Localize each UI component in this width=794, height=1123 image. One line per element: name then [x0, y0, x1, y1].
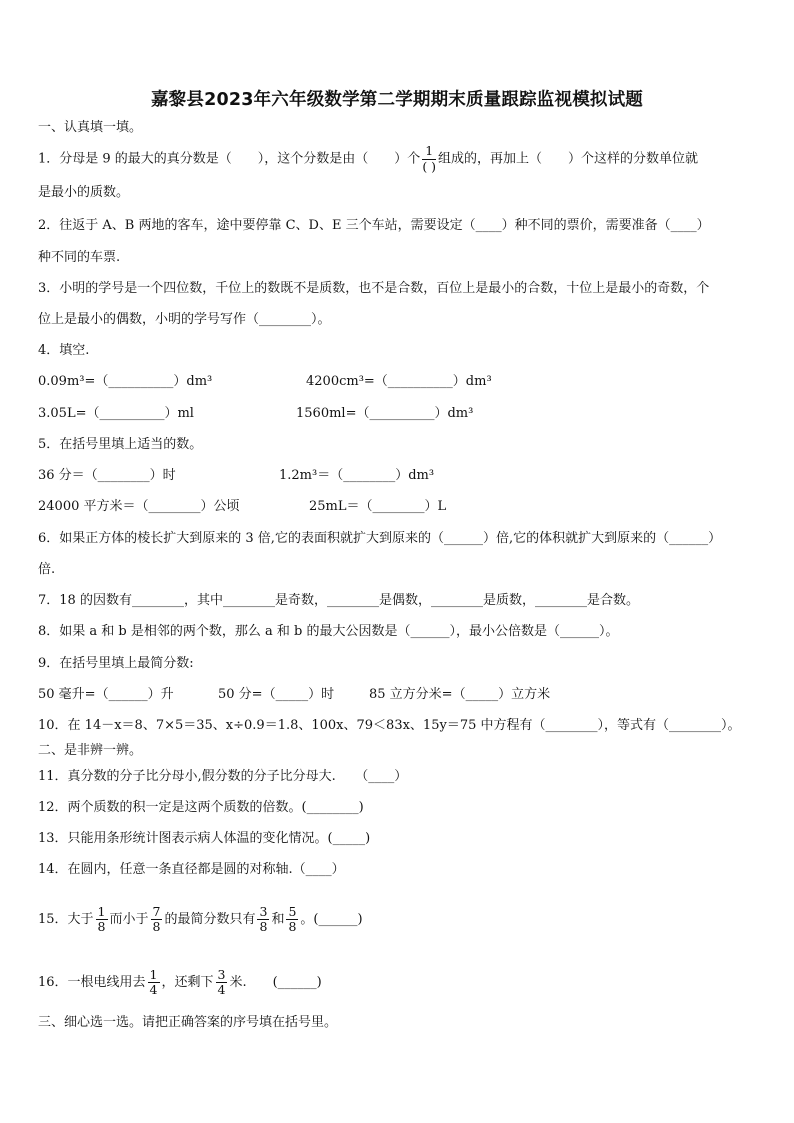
section-2-heading: 二、是非辨一辨。 — [38, 743, 143, 758]
question-16 — [38, 965, 322, 1001]
question-6-line-1: 6．如果正方体的棱长扩大到原来的 3 倍,它的表面积就扩大到原来的（______）倍,它的体积就扩大到原来的（______） — [38, 531, 722, 546]
section-1-heading: 一、认真填一填。 — [38, 120, 143, 135]
q15-f4-denominator: 8 — [288, 919, 297, 934]
q16-text-b: ，还剩下 — [161, 975, 214, 990]
section-3-heading: 三、细心选一选。请把正确答案的序号填在括号里。 — [38, 1015, 338, 1030]
question-3-line-2: 位上是最小的偶数，小明的学号写作（________）。 — [38, 312, 331, 327]
q16-f2-numerator: 3 — [217, 966, 226, 982]
q15-f4-numerator: 5 — [288, 903, 297, 919]
q15-text-c: 的最简分数只有 — [164, 912, 256, 927]
q15-fraction-1 — [96, 903, 108, 934]
question-3-line-1: 3．小明的学号是一个四位数，千位上的数既不是质数，也不是合数，百位上是最小的合数，十位上是最小的奇数，个 — [38, 281, 710, 296]
q15-f2-denominator: 8 — [152, 919, 161, 934]
question-13: 13．只能用条形统计图表示病人体温的变化情况。(_____) — [38, 831, 371, 846]
q16-f1-numerator: 1 — [149, 966, 158, 982]
q15-f3-numerator: 3 — [259, 903, 268, 919]
q1-fraction — [422, 145, 436, 173]
q15-text-a: 15．大于 — [38, 912, 94, 927]
q15-fraction-4 — [286, 903, 298, 934]
question-2-line-2: 种不同的车票. — [38, 250, 121, 265]
q16-f2-denominator: 4 — [217, 982, 226, 997]
question-8: 8．如果 a 和 b 是相邻的两个数，那么 a 和 b 的最大公因数是（______），最小公倍数是（______）。 — [38, 624, 619, 639]
q9-item-2: 50 分=（_____）时 — [218, 687, 335, 702]
question-4-heading: 4．填空. — [38, 343, 90, 358]
question-1-line-2: 是最小的质数。 — [38, 185, 130, 200]
question-11: 11．真分数的分子比分母小,假分数的分子比分母大. （____） — [38, 769, 408, 784]
q4-item-4: 1560ml=（__________）dm³ — [296, 406, 474, 421]
q4-item-2: 4200cm³=（__________）dm³ — [306, 374, 492, 389]
q1-text-a: 1．分母是 9 的最大的真分数是（ ），这个分数是由（ ）个 — [38, 151, 421, 167]
q16-fraction-2 — [216, 966, 228, 997]
q15-f3-denominator: 8 — [259, 919, 268, 934]
question-12: 12．两个质数的积一定是这两个质数的倍数。(________) — [38, 800, 364, 815]
page-title: 嘉黎县2023年六年级数学第二学期期末质量跟踪监视模拟试题 — [150, 90, 643, 110]
q1-fraction-denominator: ( ) — [422, 158, 437, 174]
q16-f1-denominator: 4 — [149, 982, 158, 997]
q15-text-b: 而小于 — [109, 912, 149, 927]
question-10: 10．在 14－x＝8、7×5＝35、x÷0.9＝1.8、100x、79＜83x、15y＝75 中方程有（________），等式有（________）。 — [38, 718, 741, 733]
q15-fraction-2 — [151, 903, 163, 934]
question-1-line-1 — [38, 145, 698, 173]
q5-item-4: 25mL＝（________）L — [309, 499, 447, 514]
question-14: 14．在圆内，任意一条直径都是圆的对称轴.（____） — [38, 862, 345, 877]
q4-item-1: 0.09m³=（__________）dm³ — [38, 374, 213, 389]
question-9-heading: 9．在括号里填上最简分数: — [38, 656, 194, 671]
q9-item-3: 85 立方分米=（_____）立方米 — [369, 687, 551, 702]
q16-text-a: 16．一根电线用去 — [38, 975, 146, 990]
q4-item-3: 3.05L=（__________）ml — [38, 406, 194, 421]
q5-item-2: 1.2m³＝（________）dm³ — [279, 468, 435, 483]
q9-item-1: 50 毫升=（______）升 — [38, 687, 174, 702]
q5-item-3: 24000 平方米＝（________）公顷 — [38, 499, 240, 514]
question-15 — [38, 902, 363, 938]
question-5-heading: 5．在括号里填上适当的数。 — [38, 437, 203, 452]
q5-item-1: 36 分＝（________）时 — [38, 468, 176, 483]
q15-f1-denominator: 8 — [97, 919, 106, 934]
q15-text-d: 和 — [271, 912, 285, 927]
q15-f1-numerator: 1 — [97, 903, 106, 919]
q1-text-b: 组成的，再加上（ ）个这样的分数单位就 — [438, 151, 699, 167]
q15-text-e: 。(______) — [300, 912, 363, 927]
question-7: 7．18 的因数有________，其中________是奇数，________是偶数，________是质数，________是合数。 — [38, 593, 639, 608]
question-2-line-1: 2．往返于 A、B 两地的客车，途中要停靠 C、D、E 三个车站，需要设定（____）种不同的票价，需要准备（____） — [38, 218, 710, 233]
q16-fraction-1 — [148, 966, 160, 997]
q1-fraction-numerator: 1 — [422, 145, 436, 160]
q15-f2-numerator: 7 — [152, 903, 161, 919]
question-6-line-2: 倍. — [38, 562, 56, 577]
q16-text-c: 米. (______) — [229, 975, 322, 990]
q15-fraction-3 — [257, 903, 269, 934]
